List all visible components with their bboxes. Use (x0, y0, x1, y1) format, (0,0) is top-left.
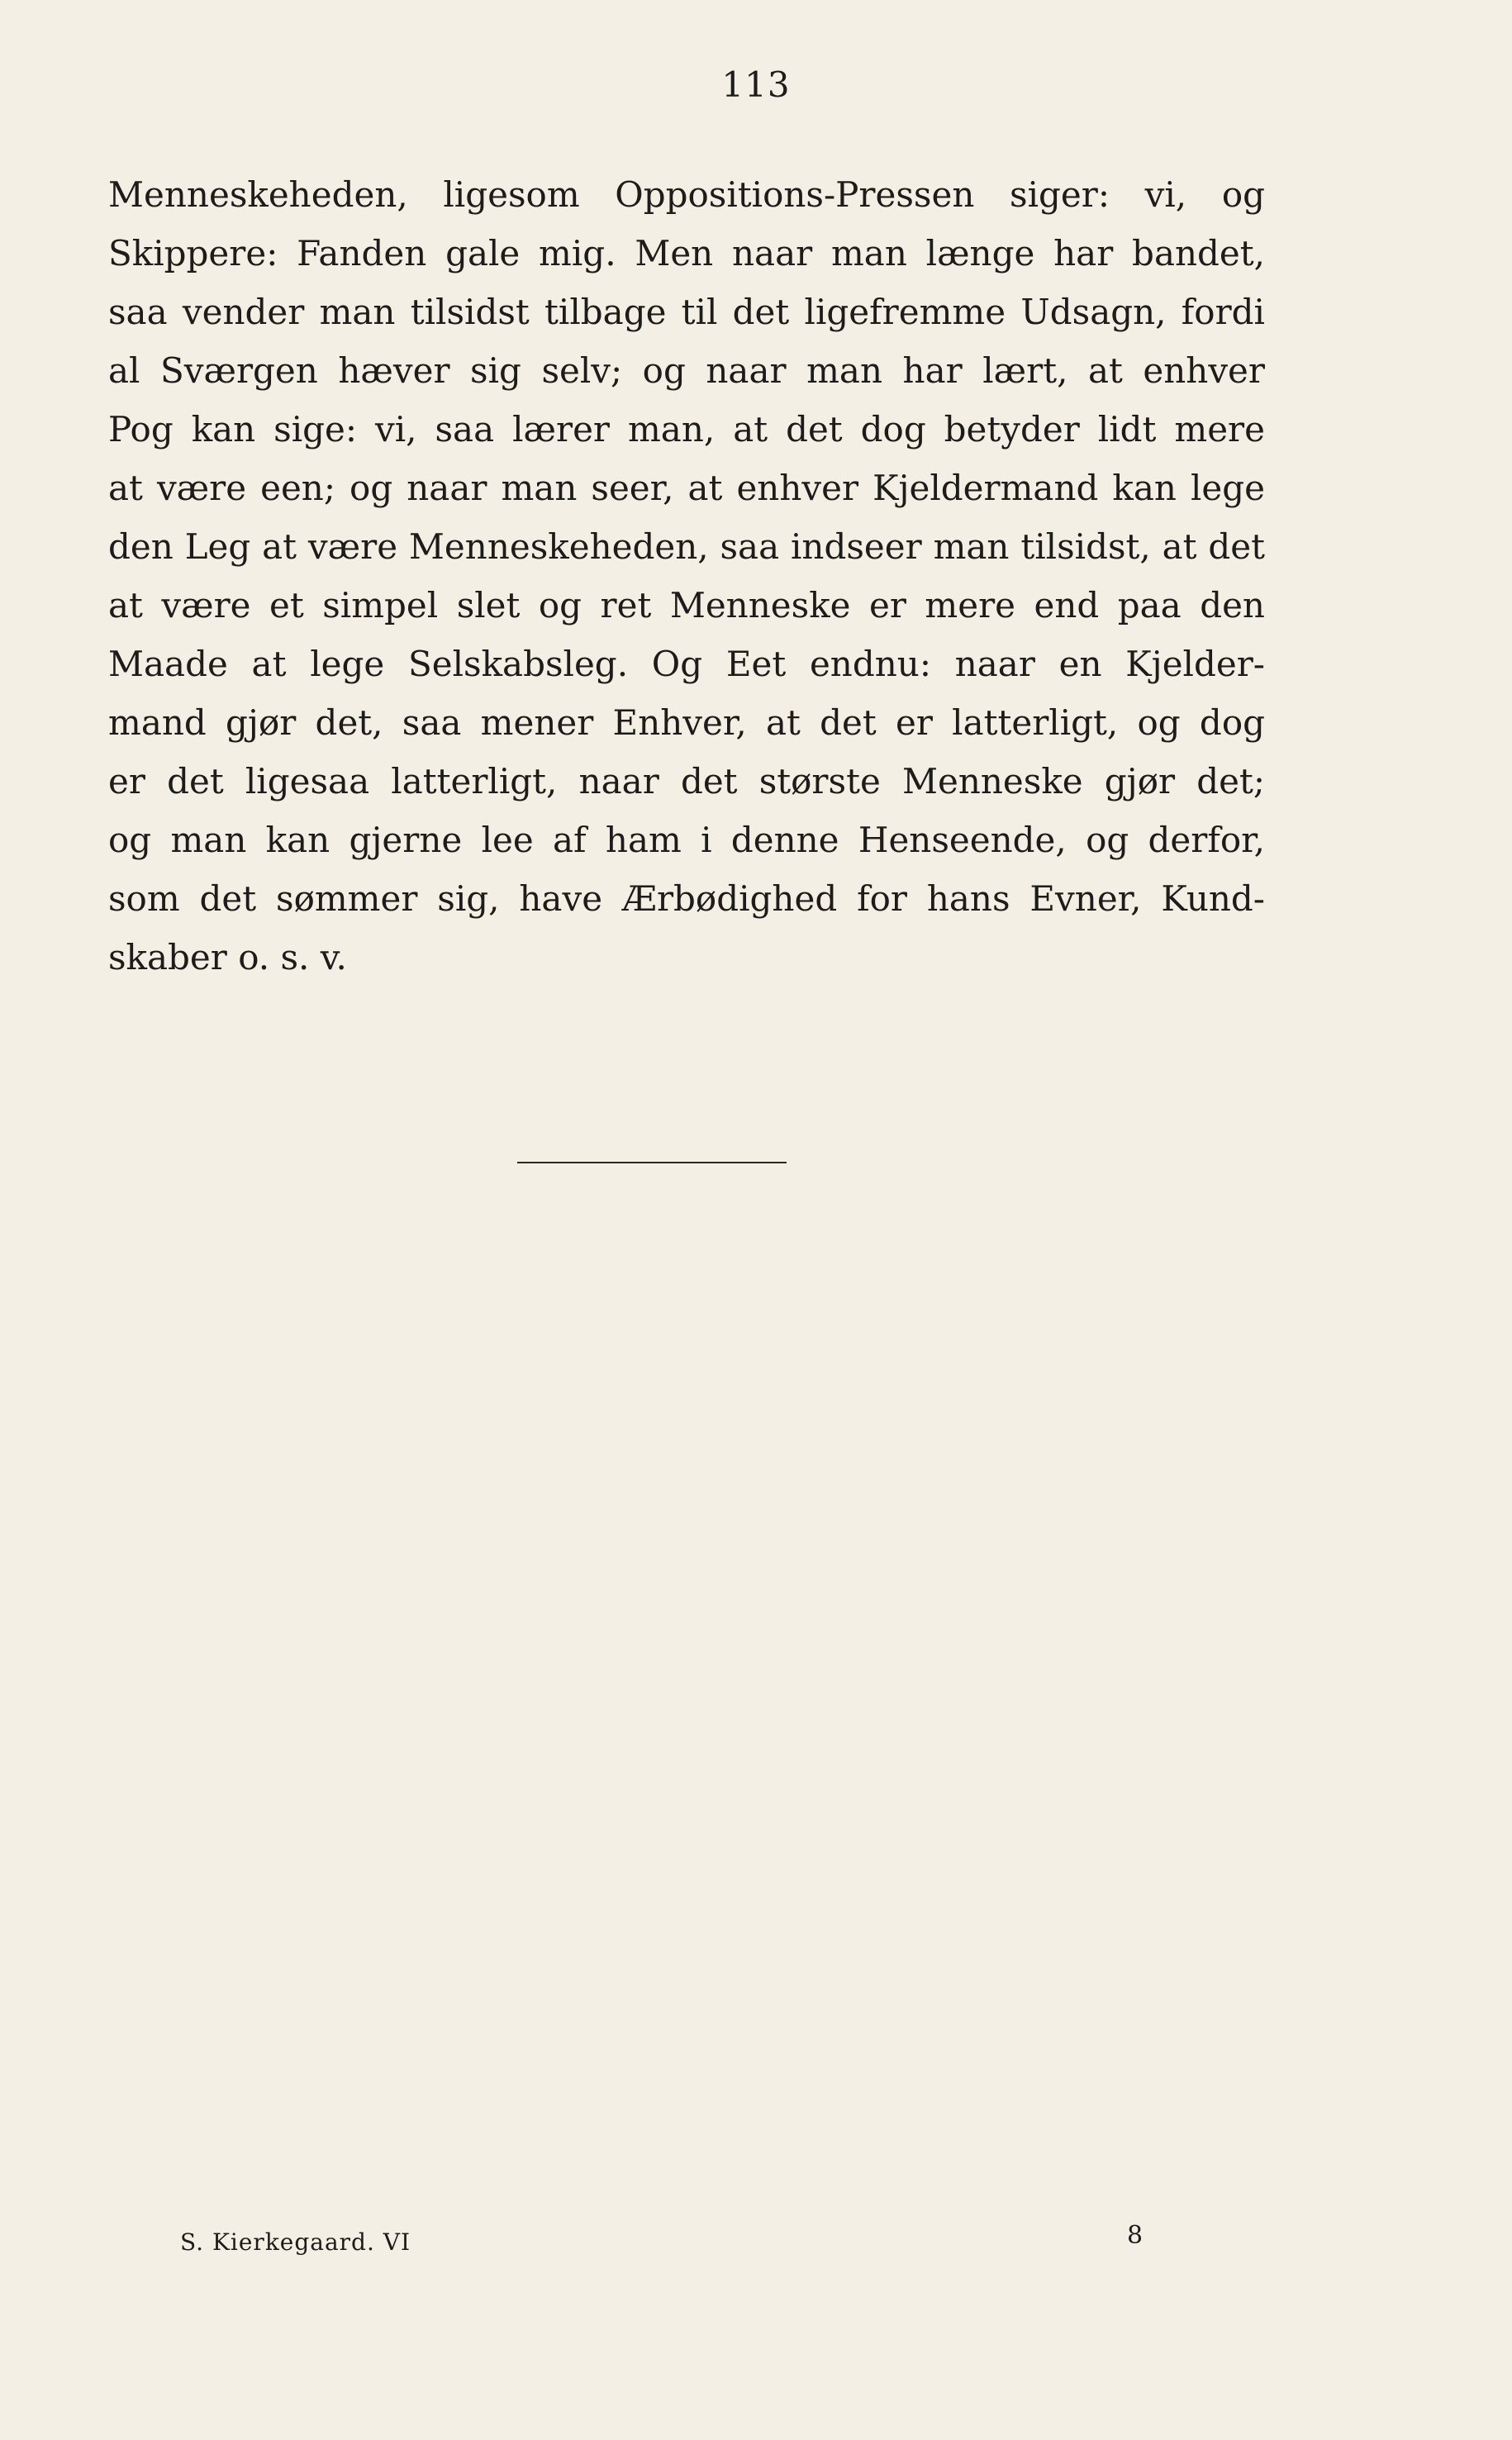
text-line: Menneskeheden, ligesom Oppositions-Pressen siger: vi, og (108, 174, 1265, 215)
text-line: som det sømmer sig, have Ærbødighed for hans Evner, Kund- (108, 878, 1265, 919)
text-line: Pog kan sige: vi, saa lærer man, at det dog betyder lidt mere (108, 409, 1265, 449)
text-line: saa vender man tilsidst tilbage til det ligefremme Udsagn, fordi (108, 292, 1265, 332)
signature-mark: 8 (1127, 2221, 1144, 2250)
text-line: at være et simpel slet og ret Menneske er mere end paa den (108, 585, 1265, 625)
text-line: al Sværgen hæver sig selv; og naar man har lært, at enhver (108, 350, 1265, 391)
text-line: er det ligesaa latterligt, naar det største Menneske gjør det; (108, 761, 1265, 801)
text-line: skaber o. s. v. (108, 937, 347, 977)
printer-signature: S. Kierkegaard. VI (180, 2228, 411, 2256)
text-line: mand gjør det, saa mener Enhver, at det er latterligt, og dog (108, 702, 1265, 743)
text-line: og man kan gjerne lee af ham i denne Henseende, og derfor, (108, 820, 1265, 860)
text-line: Skippere: Fanden gale mig. Men naar man længe har bandet, (108, 233, 1265, 273)
body-text (108, 165, 1265, 987)
text-line: at være een; og naar man seer, at enhver Kjeldermand kan lege (108, 468, 1265, 508)
section-divider (517, 1162, 787, 1163)
page-number: 113 (721, 64, 791, 105)
text-line: den Leg at være Menneskeheden, saa indseer man tilsidst, at det (108, 526, 1265, 567)
text-line: Maade at lege Selskabsleg. Og Eet endnu: naar en Kjelder- (108, 644, 1265, 684)
